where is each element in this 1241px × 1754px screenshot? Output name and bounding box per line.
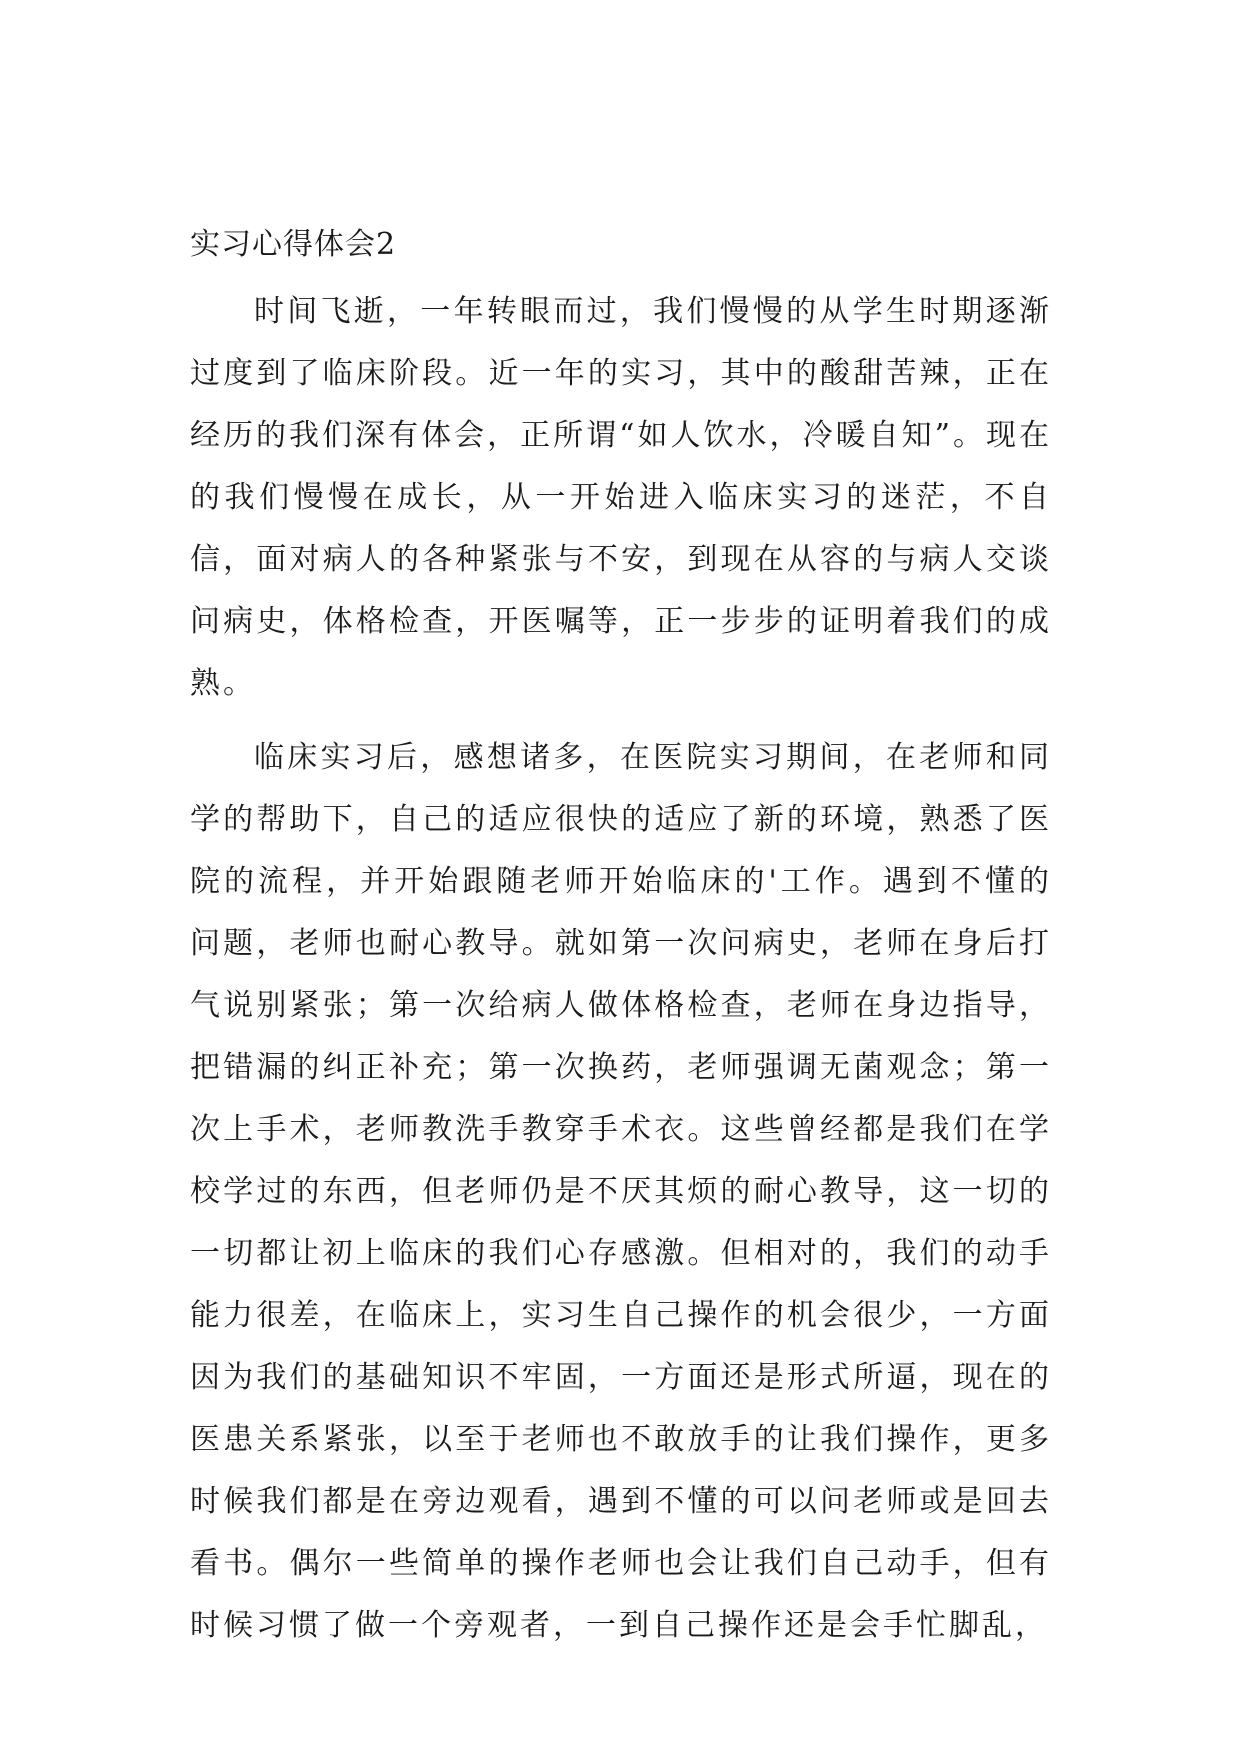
document-body — [190, 222, 1052, 1669]
paragraph-2: 临床实习后，感想诸多，在医院实习期间，在老师和同学的帮助下，自己的适应很快的适应了新的环境，熟悉了医院的流程，并开始跟随老师开始临床的'工作。遇到不懂的问题，老师也耐心教导。就如第一次问病史，老师在身后打气说别紧张；第一次给病人做体格检查，老师在身边指导，把错漏的纠正补充；第一次换药，老师强调无菌观念；第一次上手术，老师教洗手教穿手术衣。这些曾经都是我们在学校学过的东西，但老师仍是不厌其烦的耐心教导，这一切的一切都让初上临床的我们心存感激。但相对的，我们的动手能力很差，在临床上，实习生自己操作的机会很少，一方面因为我们的基础知识不牢固，一方面还是形式所逼，现在的医患关系紧张，以至于老师也不敢放手的让我们操作，更多时候我们都是在旁边观看，遇到不懂的可以问老师或是回去看书。偶尔一些简单的操作老师也会让我们自己动手，但有时候习惯了做一个旁观者，一到自己操作还是会手忙脚乱， — [190, 740, 1052, 1643]
document-title: 实习心得体会2 — [190, 227, 397, 262]
paragraph-1: 时间飞逝，一年转眼而过，我们慢慢的从学生时期逐渐过度到了临床阶段。近一年的实习，其中的酸甜苦辣，正在经历的我们深有体会，正所谓“如人饮水，冷暖自知”。现在的我们慢慢在成长，从一开始进入临床实习的迷茫，不自信，面对病人的各种紧张与不安，到现在从容的与病人交谈问病史，体格检查，开医嘱等，正一步步的证明着我们的成熟。 — [190, 294, 1052, 701]
